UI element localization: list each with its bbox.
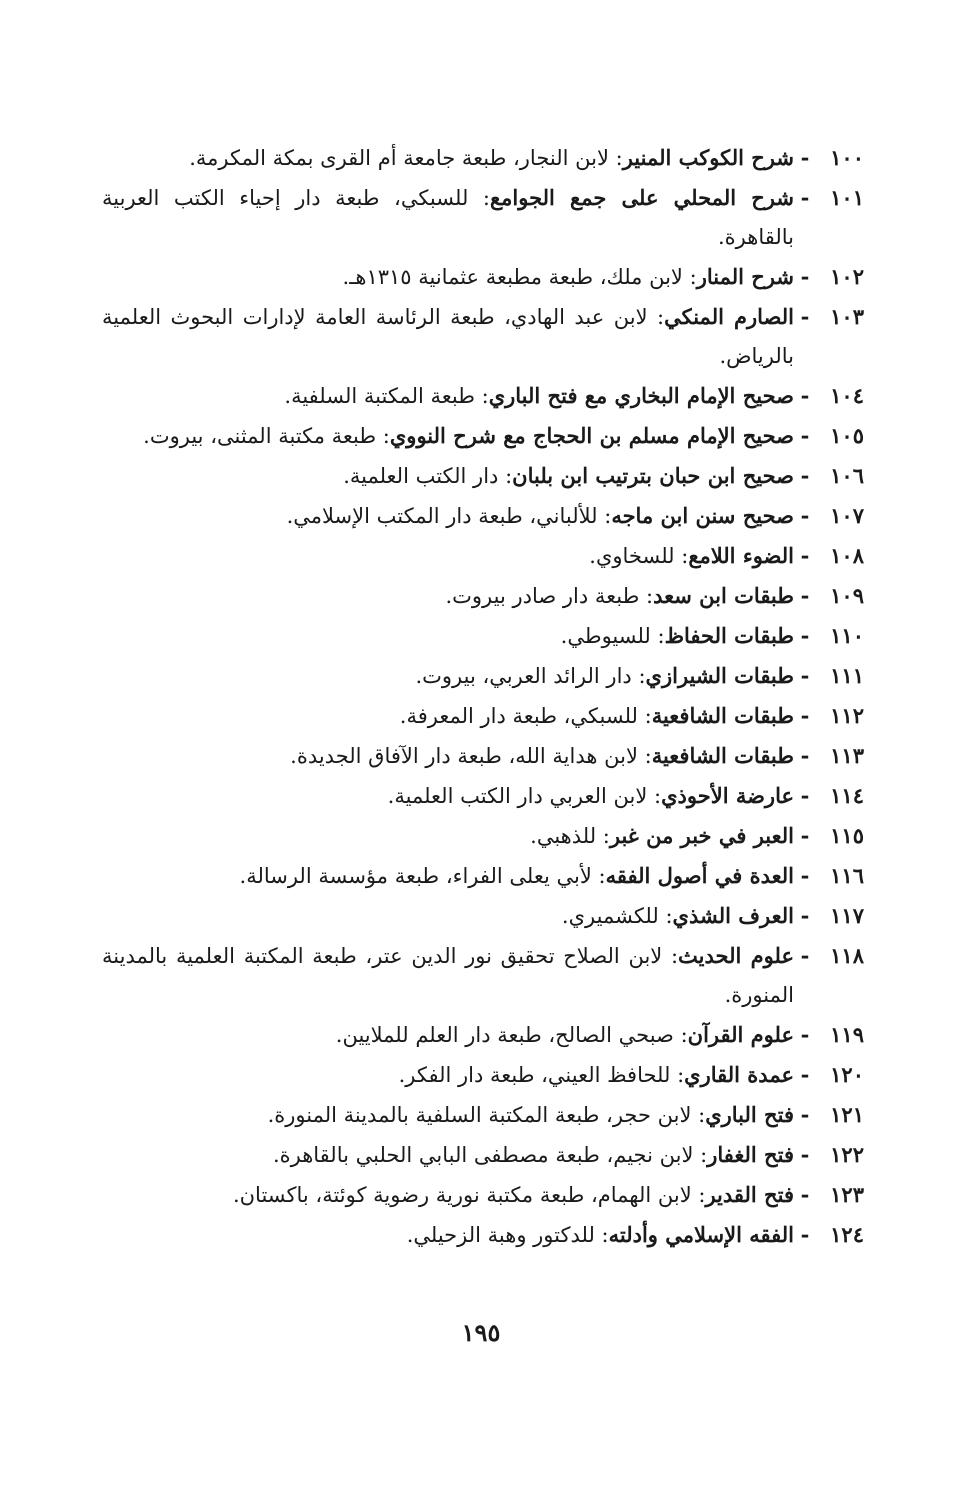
entry-description: طبعة دار صادر بيروت. xyxy=(445,584,640,608)
entry-colon: : xyxy=(700,1143,708,1167)
entry-body xyxy=(102,536,794,576)
entry-description: للدكتور وهبة الزحيلي. xyxy=(406,1223,595,1247)
bibliography-entry xyxy=(102,297,864,376)
entry-number: ١١٦ xyxy=(830,863,864,888)
entry-title: الضوء اللامع xyxy=(688,543,794,568)
entry-body xyxy=(102,456,794,496)
entry-dash: - xyxy=(800,703,810,728)
bibliography-entry xyxy=(102,1135,864,1175)
entry-body xyxy=(102,616,794,656)
entry-description: للذهبي. xyxy=(530,824,597,848)
entry-title: شرح الكوكب المنير xyxy=(622,145,794,170)
entry-dash: - xyxy=(800,863,810,888)
bibliography-entry xyxy=(102,736,864,776)
entry-description: لابن النجار، طبعة جامعة أم القرى بمكة المكرمة. xyxy=(189,146,609,170)
bibliography-entry xyxy=(102,616,864,656)
entry-description: لابن هداية الله، طبعة دار الآفاق الجديدة. xyxy=(290,744,638,768)
entry-description: للحافظ العيني، طبعة دار الفكر. xyxy=(398,1063,671,1087)
entry-dash: - xyxy=(800,145,810,170)
entry-body xyxy=(102,1135,794,1175)
entry-description: للكشميري. xyxy=(561,904,659,928)
entry-title: فتح القدير xyxy=(705,1182,794,1207)
bibliography-entry xyxy=(102,816,864,856)
entry-colon: : xyxy=(644,704,652,728)
entry-body xyxy=(102,1055,794,1095)
entry-colon: : xyxy=(689,265,697,289)
entry-body xyxy=(102,138,794,178)
entry-colon: : xyxy=(680,1023,688,1047)
bibliography-entry xyxy=(102,416,864,456)
entry-number: ١٢٠ xyxy=(830,1062,864,1087)
entry-dash: - xyxy=(800,623,810,648)
entry-description: طبعة مكتبة المثنى، بيروت. xyxy=(143,424,377,448)
bibliography-entry xyxy=(102,456,864,496)
entry-number: ١٢٢ xyxy=(830,1142,864,1167)
entry-body xyxy=(102,816,794,856)
page-number: ١٩٥ xyxy=(461,1318,501,1347)
entry-description: للسبكي، طبعة دار المعرفة. xyxy=(399,704,638,728)
entry-number: ١٢٤ xyxy=(830,1222,864,1247)
entry-number: ١٠٧ xyxy=(830,503,864,528)
entry-number: ١١٨ xyxy=(830,943,864,968)
entry-dash: - xyxy=(800,943,810,968)
entry-title: شرح المحلي على جمع الجوامع xyxy=(489,185,794,210)
entry-description: دار الرائد العربي، بيروت. xyxy=(415,664,632,688)
bibliography-entry xyxy=(102,1175,864,1215)
bibliography-entry xyxy=(102,896,864,936)
entry-dash: - xyxy=(800,264,810,289)
entry-body xyxy=(102,856,794,896)
entry-number: ١١٥ xyxy=(830,823,864,848)
entry-description: لابن ملك، طبعة مطبعة عثمانية ١٣١٥هـ. xyxy=(342,265,683,289)
entry-dash: - xyxy=(800,1222,810,1247)
bibliography-entry xyxy=(102,1215,864,1255)
bibliography-entry xyxy=(102,656,864,696)
entry-description: للسبكي، طبعة دار إحياء الكتب العربية بالقاهرة. xyxy=(102,186,794,249)
bibliography-entry xyxy=(102,496,864,536)
entry-description: صبحي الصالح، طبعة دار العلم للملايين. xyxy=(335,1023,674,1047)
entry-colon: : xyxy=(681,544,689,568)
entry-dash: - xyxy=(800,383,810,408)
entry-title: صحيح الإمام مسلم بن الحجاج مع شرح النووي xyxy=(389,423,794,448)
entry-description: لابن الصلاح تحقيق نور الدين عتر، طبعة المكتبة العلمية بالمدينة المنورة. xyxy=(102,944,794,1007)
bibliography-entry xyxy=(102,696,864,736)
entry-colon: : xyxy=(615,146,623,170)
entry-colon: : xyxy=(665,904,673,928)
entry-colon: : xyxy=(598,864,606,888)
entry-colon: : xyxy=(654,784,662,808)
entry-number: ١٠٤ xyxy=(830,383,864,408)
entry-body xyxy=(102,656,794,696)
bibliography-entry xyxy=(102,856,864,896)
entry-description: للسخاوي. xyxy=(589,544,675,568)
entry-body xyxy=(102,736,794,776)
entry-dash: - xyxy=(800,185,810,210)
entry-number: ١٠٥ xyxy=(830,423,864,448)
entry-dash: - xyxy=(800,1142,810,1167)
entry-number: ١٠٢ xyxy=(830,264,864,289)
bibliography-entry xyxy=(102,376,864,416)
entry-colon: : xyxy=(657,305,665,329)
bibliography-entry xyxy=(102,138,864,178)
bibliography-entry xyxy=(102,576,864,616)
entry-title: طبقات الشيرازي xyxy=(645,663,794,688)
entry-description: لابن الهمام، طبعة مكتبة نورية رضوية كوئتة، باكستان. xyxy=(232,1183,692,1207)
bibliography-entry xyxy=(102,536,864,576)
bibliography-entry xyxy=(102,936,864,1015)
entry-dash: - xyxy=(800,903,810,928)
entry-title: صحيح ابن حبان بترتيب ابن بلبان xyxy=(512,463,794,488)
entry-body xyxy=(102,1215,794,1255)
entry-dash: - xyxy=(800,583,810,608)
entry-colon: : xyxy=(601,1223,609,1247)
entry-dash: - xyxy=(800,423,810,448)
entry-body xyxy=(102,416,794,456)
entry-number: ١١١ xyxy=(830,663,864,688)
entry-number: ١٠٩ xyxy=(830,583,864,608)
entry-description: للألباني، طبعة دار المكتب الإسلامي. xyxy=(286,504,598,528)
entry-body xyxy=(102,576,794,616)
entry-description: للسيوطي. xyxy=(560,624,651,648)
entry-description: لابن حجر، طبعة المكتبة السلفية بالمدينة المنورة. xyxy=(267,1103,692,1127)
entry-body xyxy=(102,1095,794,1135)
entry-number: ١١٣ xyxy=(830,743,864,768)
entry-colon: : xyxy=(698,1103,706,1127)
entry-colon: : xyxy=(698,1183,706,1207)
entry-title: عارضة الأحوذي xyxy=(661,783,794,808)
entry-description: لابن العربي دار الكتب العلمية. xyxy=(387,784,648,808)
entry-colon: : xyxy=(657,624,665,648)
entry-colon: : xyxy=(670,944,679,968)
entry-title: الصارم المنكي xyxy=(664,304,794,329)
entry-title: طبقات ابن سعد xyxy=(653,583,794,608)
entry-number: ١١٠ xyxy=(830,623,864,648)
entry-body xyxy=(102,1015,794,1055)
entry-title: طبقات الحفاظ xyxy=(664,623,794,648)
entry-number: ١٠١ xyxy=(830,185,864,210)
entry-dash: - xyxy=(800,1022,810,1047)
entry-colon: : xyxy=(481,384,489,408)
entry-number: ١١٧ xyxy=(830,903,864,928)
entry-number: ١٠٦ xyxy=(830,463,864,488)
entry-dash: - xyxy=(800,783,810,808)
entry-body xyxy=(102,696,794,736)
entry-dash: - xyxy=(800,1182,810,1207)
entry-description: لابن عبد الهادي، طبعة الرئاسة العامة لإدارات البحوث العلمية بالرياض. xyxy=(102,305,794,368)
entry-colon: : xyxy=(677,1063,685,1087)
entry-dash: - xyxy=(800,1102,810,1127)
bibliography-entry xyxy=(102,257,864,297)
entry-colon: : xyxy=(646,584,654,608)
entry-title: العدة في أصول الفقه xyxy=(605,863,794,888)
entry-colon: : xyxy=(482,186,490,210)
entry-title: العبر في خبر من غبر xyxy=(609,823,794,848)
entry-title: علوم الحديث xyxy=(678,943,794,968)
entry-colon: : xyxy=(638,664,646,688)
bibliography-entry xyxy=(102,1095,864,1135)
entry-colon: : xyxy=(604,504,612,528)
entry-description: لأبي يعلى الفراء، طبعة مؤسسة الرسالة. xyxy=(239,864,592,888)
entry-number: ١١٩ xyxy=(830,1022,864,1047)
entry-title: صحيح الإمام البخاري مع فتح الباري xyxy=(488,383,794,408)
bibliography-entry xyxy=(102,1055,864,1095)
entry-number: ١٢٣ xyxy=(830,1182,864,1207)
entry-dash: - xyxy=(800,304,810,329)
entry-number: ١٠٣ xyxy=(830,304,864,329)
entry-colon: : xyxy=(602,824,610,848)
entry-body xyxy=(102,297,794,376)
bibliography-entry xyxy=(102,1015,864,1055)
bibliography-list xyxy=(102,138,864,1255)
entry-body xyxy=(102,776,794,816)
entry-body xyxy=(102,178,794,257)
entry-description: طبعة المكتبة السلفية. xyxy=(284,384,475,408)
entry-dash: - xyxy=(800,743,810,768)
entry-description: لابن نجيم، طبعة مصطفى البابي الحلبي بالقاهرة. xyxy=(272,1143,694,1167)
entry-colon: : xyxy=(505,464,513,488)
entry-dash: - xyxy=(800,503,810,528)
entry-title: علوم القرآن xyxy=(687,1022,794,1047)
entry-dash: - xyxy=(800,1062,810,1087)
entry-title: فتح الغفار xyxy=(707,1142,794,1167)
entry-body xyxy=(102,376,794,416)
entry-colon: : xyxy=(644,744,652,768)
entry-number: ١١٤ xyxy=(830,783,864,808)
entry-dash: - xyxy=(800,823,810,848)
entry-body xyxy=(102,896,794,936)
entry-title: صحيح سنن ابن ماجه xyxy=(611,503,794,528)
entry-title: طبقات الشافعية xyxy=(651,743,794,768)
bibliography-entry xyxy=(102,178,864,257)
entry-description: دار الكتب العلمية. xyxy=(343,464,499,488)
entry-title: العرف الشذي xyxy=(672,903,794,928)
entry-number: ١٠٠ xyxy=(830,145,864,170)
entry-dash: - xyxy=(800,663,810,688)
entry-title: طبقات الشافعية xyxy=(651,703,794,728)
entry-body xyxy=(102,257,794,297)
entry-number: ١٢١ xyxy=(830,1102,864,1127)
entry-colon: : xyxy=(382,424,390,448)
bibliography-entry xyxy=(102,776,864,816)
entry-dash: - xyxy=(800,543,810,568)
entry-body xyxy=(102,936,794,1015)
entry-title: الفقه الإسلامي وأدلته xyxy=(608,1222,794,1247)
entry-title: فتح الباري xyxy=(705,1102,794,1127)
entry-title: شرح المنار xyxy=(696,264,794,289)
entry-body xyxy=(102,1175,794,1215)
entry-dash: - xyxy=(800,463,810,488)
entry-title: عمدة القاري xyxy=(684,1062,794,1087)
entry-body xyxy=(102,496,794,536)
entry-number: ١٠٨ xyxy=(830,543,864,568)
entry-number: ١١٢ xyxy=(830,703,864,728)
